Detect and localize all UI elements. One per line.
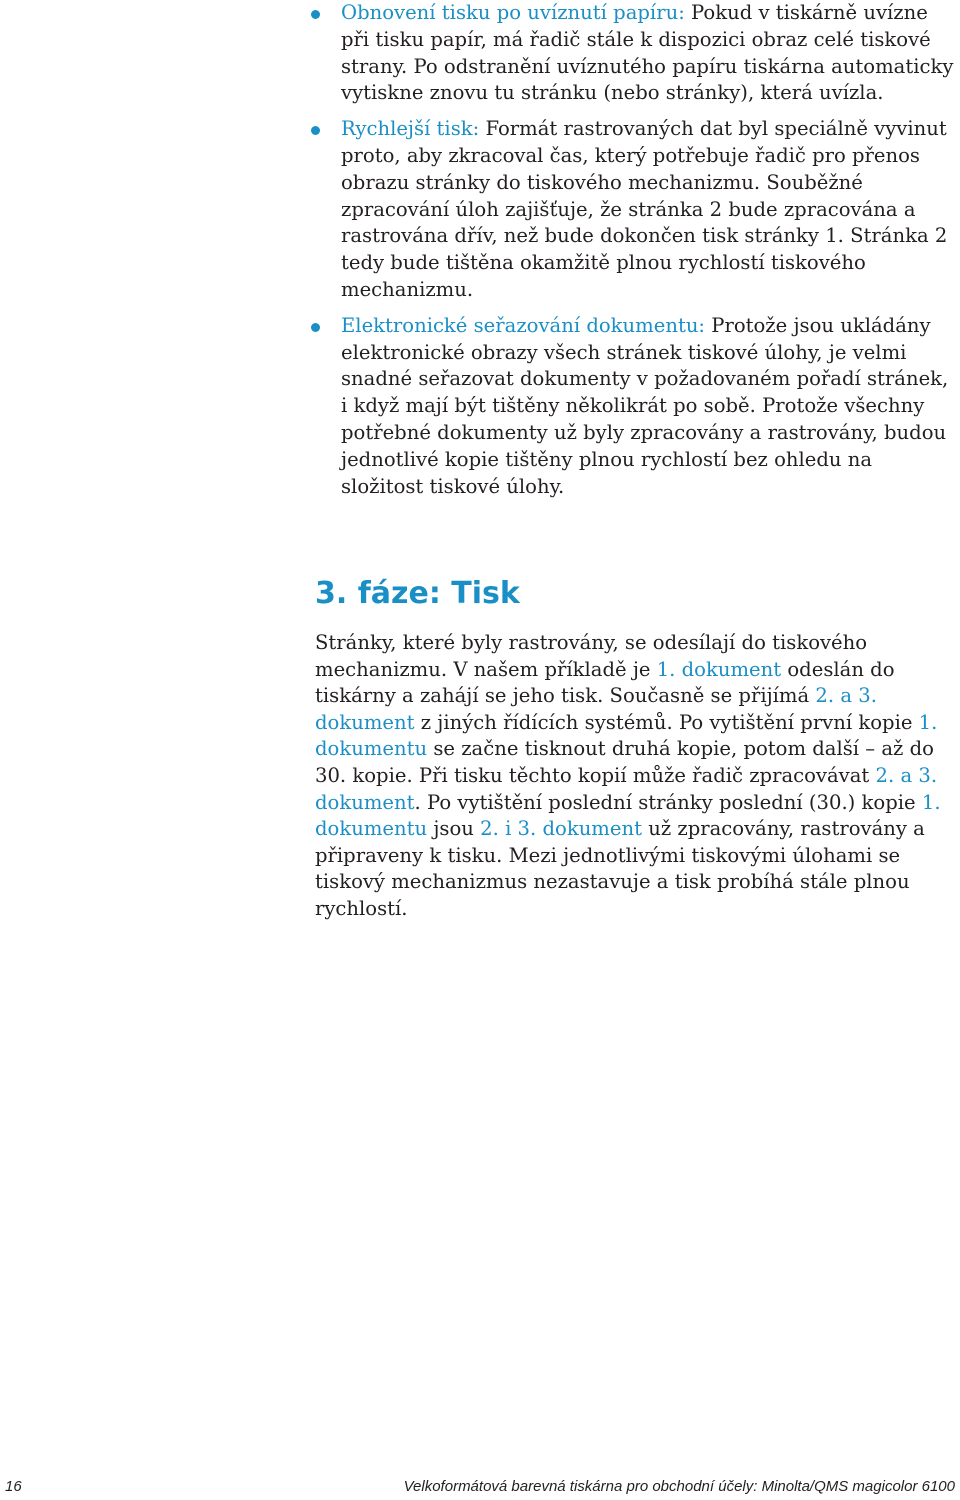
paragraph-text: z jiných řídících systémů. Po vytištění první kopie <box>414 710 919 734</box>
bullet-text: Formát rastrovaných dat byl speciálně vyvinut proto, aby zkracoval čas, který potřebuje řadič pro přenos obrazu stránky do tiskového mechanizmu. Souběžné zpracování úloh zajišťuje, že stránka 2 bude zpracována a rastrována dřív, než bude dokončen tisk stránky 1. Stránka 2 tedy bude tištěna okamžitě plnou rychlostí tiskového mechanizmu. <box>341 117 948 301</box>
page-number: 16 <box>5 1478 22 1495</box>
paragraph-text: . Po vytištění poslední stránky poslední (30.) kopie <box>414 790 922 814</box>
footer-book-title: Velkoformátová barevná tiskárna pro obchodní účely: Minolta/QMS magicolor 6100 <box>403 1478 955 1495</box>
paragraph-text: odeslán do tiskárny a zahájí se jeho tisk. Současně se přijímá <box>315 657 895 708</box>
section-heading: 3. fáze: Tisk <box>315 576 520 611</box>
paragraph-text: Stránky, které byly rastrovány, se odesílají do tiskového mechanizmu. V našem příkladě je <box>315 631 868 681</box>
page-footer <box>0 1476 960 1500</box>
document-reference: 2. i 3. dokument <box>480 817 642 841</box>
feature-bullet-list <box>341 0 956 509</box>
bullet-lead-term: Elektronické seřazování dokumentu: <box>341 313 706 337</box>
bullet-lead-term: Obnovení tisku po uvíznutí papíru: <box>341 1 685 24</box>
bullet-text: Protože jsou ukládány elektronické obrazy všech stránek tiskové úlohy, je velmi snadné seřazovat dokumenty v požadovaném pořadí stránek, i když mají být tištěny několikrát po sobě. Protože všechny potřebné dokumenty už byly zpracovány a rastrovány, budou jednotlivé kopie tištěny plnou rychlostí bez ohledu na složitost tiskové úlohy. <box>341 313 949 498</box>
document-reference: 1. dokument <box>656 657 782 681</box>
bullet-faster-print <box>341 116 956 304</box>
paragraph-text: jsou <box>427 817 481 841</box>
bullet-lead-term: Rychlejší tisk: <box>341 117 480 141</box>
section-paragraph <box>315 630 958 923</box>
document-reference: 1. dokumentu <box>315 710 938 761</box>
document-reference: 2. a 3. dokument <box>315 684 877 734</box>
bullet-electronic-collation <box>341 313 956 501</box>
paragraph-text: už zpracovány, rastrovány a připraveny k tisku. Mezi jednotlivými tiskovými úlohami se tiskový mechanizmus nezastavuje a tisk probíhá stále plnou rychlostí. <box>315 817 925 920</box>
bullet-jam-recovery <box>341 0 956 107</box>
bullet-dot-icon <box>311 126 320 135</box>
bullet-dot-icon <box>311 10 320 19</box>
document-reference: 2. a 3. dokument <box>315 763 938 814</box>
document-reference: 1. dokumentu <box>315 790 941 841</box>
bullet-text: Pokud v tiskárně uvízne při tisku papír, má řadič stále k dispozici obraz celé tiskové strany. Po odstranění uvíznutého papíru tiskárna automaticky vytiskne znovu tu stránku (nebo stránky), která uvízla. <box>341 1 954 105</box>
bullet-dot-icon <box>311 323 320 332</box>
paragraph-text: se začne tisknout druhá kopie, potom další – až do 30. kopie. Při tisku těchto kopií může řadič zpracovávat <box>315 737 934 787</box>
